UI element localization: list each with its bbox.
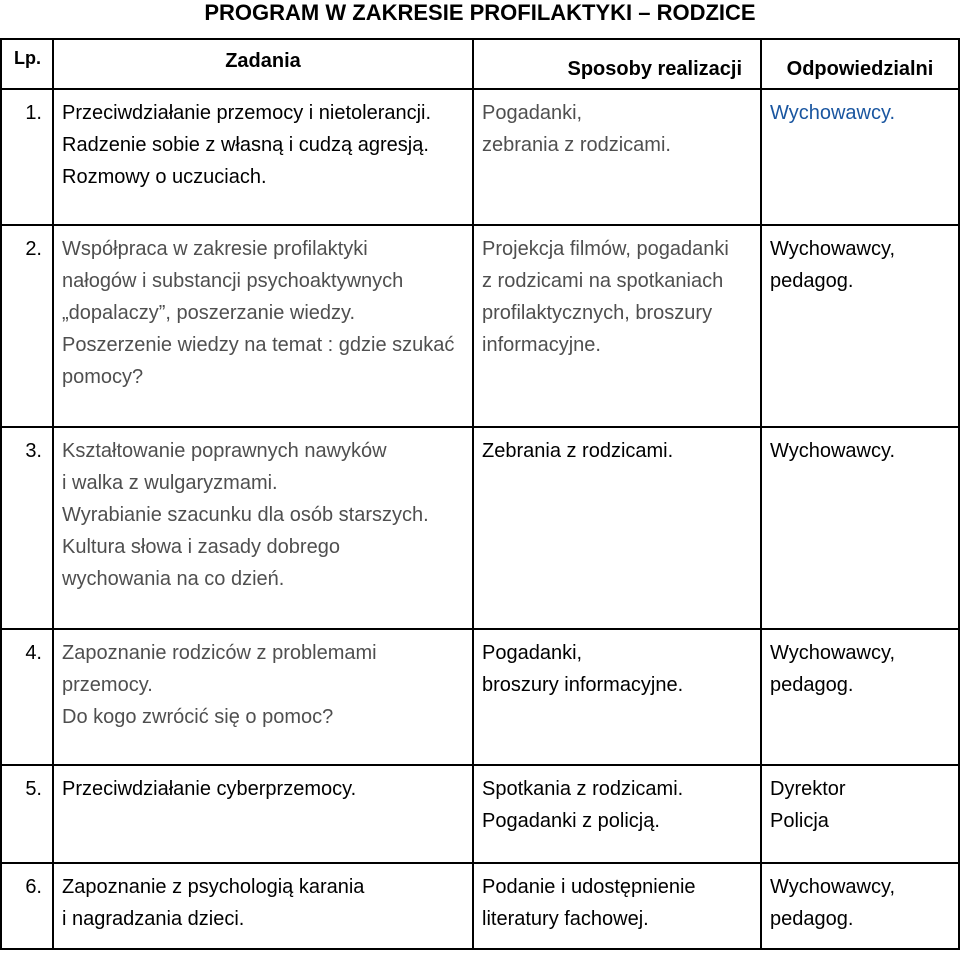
task-cell-line: i nagradzania dzieci. <box>62 908 245 930</box>
method-cell <box>473 427 761 629</box>
table-row <box>1 629 959 765</box>
method-cell-line: Pogadanki, <box>482 102 583 124</box>
task-cell-line: nałogów i substancji psychoaktywnych <box>62 270 404 292</box>
task-cell-line: Radzenie sobie z własną i cudzą agresją. <box>62 134 429 156</box>
method-cell <box>473 629 761 765</box>
task-cell <box>53 765 473 863</box>
task-cell-line: przemocy. <box>62 674 153 696</box>
responsible-cell <box>761 863 959 949</box>
method-cell <box>473 863 761 949</box>
responsible-cell <box>761 765 959 863</box>
row-number: 2. <box>1 225 53 427</box>
program-table <box>0 38 960 950</box>
task-cell-line: pomocy? <box>62 366 144 388</box>
task-cell-line: Współpraca w zakresie profilaktyki <box>62 238 368 260</box>
responsible-cell <box>761 89 959 225</box>
task-cell-line: Przeciwdziałanie przemocy i nietolerancji. <box>62 102 432 124</box>
task-cell-line: Kształtowanie poprawnych nawyków <box>62 440 387 462</box>
method-cell <box>473 765 761 863</box>
method-cell-line: Pogadanki z policją. <box>482 810 660 832</box>
method-cell-line: Zebrania z rodzicami. <box>482 440 674 462</box>
method-cell-line: Projekcja filmów, pogadanki <box>482 238 729 260</box>
task-cell-line: Zapoznanie rodziców z problemami <box>62 642 377 664</box>
method-cell-line: z rodzicami na spotkaniach <box>482 270 724 292</box>
row-number: 1. <box>1 89 53 225</box>
method-cell-line: literatury fachowej. <box>482 908 649 930</box>
method-cell-line: zebrania z rodzicami. <box>482 134 671 156</box>
responsible-cell-line: pedagog. <box>770 908 854 930</box>
responsible-cell <box>761 629 959 765</box>
method-cell-line: profilaktycznych, broszury <box>482 302 713 324</box>
task-cell-line: Do kogo zwrócić się o pomoc? <box>62 706 334 728</box>
method-cell-line: Pogadanki, <box>482 642 583 664</box>
responsible-cell-line: pedagog. <box>770 270 854 292</box>
task-cell-line: „dopalaczy”, poszerzanie wiedzy. <box>62 302 356 324</box>
task-cell-line: i walka z wulgaryzmami. <box>62 472 278 494</box>
page-title: PROGRAM W ZAKRESIE PROFILAKTYKI – RODZICE <box>204 0 756 25</box>
task-cell <box>53 863 473 949</box>
row-number: 6. <box>1 863 53 949</box>
task-cell-line: wychowania na co dzień. <box>62 568 285 590</box>
responsible-cell-line: Wychowawcy, <box>770 238 896 260</box>
task-cell <box>53 427 473 629</box>
method-cell <box>473 225 761 427</box>
task-cell-line: Wyrabianie szacunku dla osób starszych. <box>62 504 429 526</box>
method-cell-line: Podanie i udostępnienie <box>482 876 696 898</box>
table-header-row <box>1 39 959 89</box>
table-row <box>1 225 959 427</box>
task-cell-line: Poszerzenie wiedzy na temat : gdzie szukać <box>62 334 455 356</box>
task-cell <box>53 89 473 225</box>
task-cell <box>53 629 473 765</box>
responsible-cell <box>761 225 959 427</box>
header-lp: Lp. <box>1 39 53 89</box>
responsible-cell-line: Wychowawcy, <box>770 642 896 664</box>
method-cell-line: Spotkania z rodzicami. <box>482 778 684 800</box>
row-number: 5. <box>1 765 53 863</box>
row-number: 3. <box>1 427 53 629</box>
table-row <box>1 863 959 949</box>
task-cell-line: Przeciwdziałanie cyberprzemocy. <box>62 778 357 800</box>
responsible-cell-line: Dyrektor <box>770 778 846 800</box>
task-cell-line: Kultura słowa i zasady dobrego <box>62 536 340 558</box>
responsible-cell-line: Policja <box>770 810 829 832</box>
task-cell <box>53 225 473 427</box>
responsible-cell-line: Wychowawcy. <box>770 440 896 462</box>
task-cell-line: Zapoznanie z psychologią karania <box>62 876 365 898</box>
table-row <box>1 765 959 863</box>
task-cell-line: Rozmowy o uczuciach. <box>62 166 267 188</box>
responsible-cell-line: pedagog. <box>770 674 854 696</box>
table-row <box>1 89 959 225</box>
method-cell <box>473 89 761 225</box>
method-cell-line: broszury informacyjne. <box>482 674 684 696</box>
table-row <box>1 427 959 629</box>
responsible-cell-line: Wychowawcy, <box>770 876 896 898</box>
header-zadania: Zadania <box>53 39 473 89</box>
responsible-cell <box>761 427 959 629</box>
header-odpowiedzialni: Odpowiedzialni <box>761 39 959 89</box>
header-sposoby: Sposoby realizacji <box>473 39 761 89</box>
responsible-cell-line: Wychowawcy. <box>770 102 896 124</box>
method-cell-line: informacyjne. <box>482 334 601 356</box>
row-number: 4. <box>1 629 53 765</box>
